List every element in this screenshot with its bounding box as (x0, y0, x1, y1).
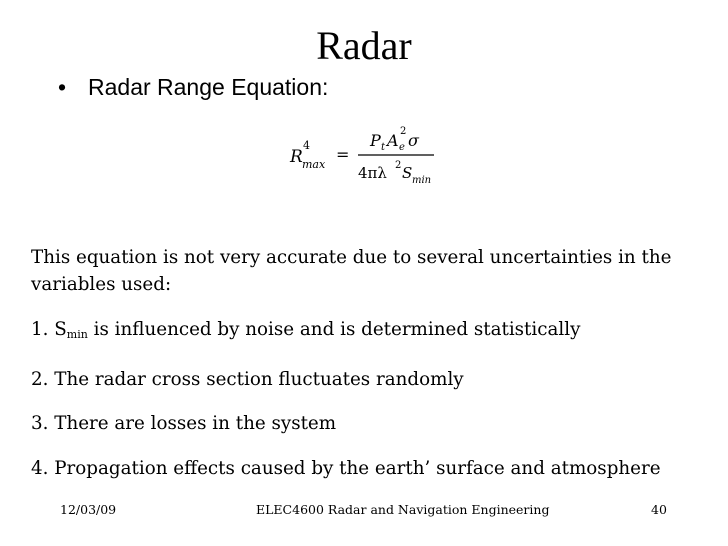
eq-num-a-sub: e (399, 142, 405, 153)
eq-den-sup: 2 (395, 160, 402, 171)
radar-range-equation (288, 120, 438, 198)
equation-figure (288, 120, 438, 198)
footer-course: ELEC4600 Radar and Navigation Engineering (256, 502, 550, 517)
list-item-3: 3. There are losses in the system (31, 413, 337, 434)
bullet-text: Radar Range Equation: (88, 74, 329, 100)
eq-den-s-sub: min (412, 175, 432, 186)
eq-lhs: R (290, 147, 303, 167)
list-item-4: 4. Propagation effects caused by the earth’ surface and atmosphere (31, 458, 661, 479)
footer-date: 12/03/09 (60, 502, 117, 517)
eq-lhs-sub: max (302, 158, 326, 171)
bullet-dot-icon: • (58, 74, 67, 100)
list-item-1-sub: min (66, 328, 88, 341)
list-item-2: 2. The radar cross section fluctuates randomly (31, 369, 464, 390)
eq-num-a-sup: 2 (400, 126, 407, 137)
eq-num-sigma: σ (408, 131, 419, 150)
list-item-1-text: is influenced by noise and is determined statistically (87, 319, 581, 340)
intro-line-1: This equation is not very accurate due to several uncertainties in the (31, 247, 672, 268)
eq-num-p-sub: t (381, 142, 386, 153)
eq-num-p: P (370, 131, 381, 150)
eq-equals: = (336, 145, 350, 164)
intro-line-2: variables used: (31, 274, 172, 295)
list-item-1 (31, 316, 580, 348)
slide-title: Radar (316, 23, 412, 68)
eq-lhs-sup: 4 (303, 139, 310, 152)
bullet-radar-range-equation (58, 70, 328, 104)
eq-den-prefix: 4πλ (358, 164, 387, 182)
eq-den-s: S (402, 164, 413, 182)
eq-num-a: A (387, 131, 399, 150)
list-item-1-prefix: 1. S (31, 319, 67, 340)
footer-page-number: 40 (651, 502, 667, 517)
